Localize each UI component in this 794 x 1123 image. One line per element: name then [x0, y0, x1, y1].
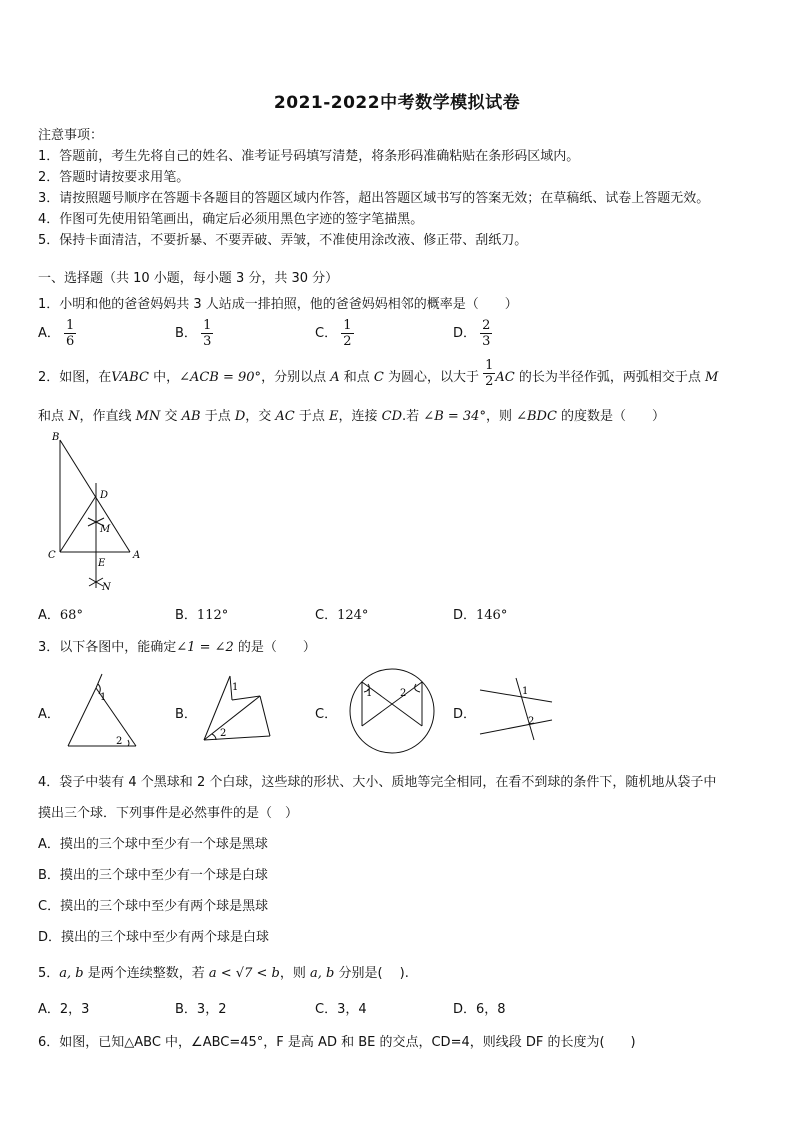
notice-item-1: 1．答题前，考生先将自己的姓名、准考证号码填写清楚，将条形码准确粘贴在条形码区域内。	[38, 149, 580, 164]
fraction-half: $\frac{1}{2}$	[485, 358, 494, 389]
q4-option-d[interactable]: D．摸出的三个球中至少有两个球是白球	[38, 930, 270, 945]
q5-option-d[interactable]: D．6，8	[453, 1002, 506, 1017]
q1-option-b[interactable]	[175, 318, 213, 349]
label-D: D	[100, 490, 109, 501]
q5-option-a[interactable]: A．2，3	[38, 1002, 90, 1017]
svg-text:2: 2	[400, 688, 407, 699]
option-label: A．	[38, 326, 60, 341]
notice-item-2: 2．答题时请按要求用笔。	[38, 170, 190, 185]
svg-text:2: 2	[116, 736, 123, 747]
q1-option-d[interactable]	[453, 318, 492, 349]
label-N: N	[102, 582, 111, 593]
q2-option-d[interactable]: D．146°	[453, 608, 508, 623]
q2-option-b[interactable]: B．112°	[175, 608, 229, 623]
q2-option-c[interactable]: C．124°	[315, 608, 369, 623]
svg-text:1: 1	[366, 688, 373, 699]
label-B: B	[52, 432, 60, 443]
q5-option-c[interactable]: C．3，4	[315, 1002, 367, 1017]
notice-item-3: 3．请按照题号顺序在答题卡各题目的答题区域内作答，超出答题区域书写的答案无效；在草稿纸、试卷上答题无效。	[38, 191, 710, 206]
q1-option-c[interactable]	[315, 318, 354, 349]
svg-text:2: 2	[528, 716, 535, 727]
q4-stem-line1: 4．袋子中装有 4 个黑球和 2 个白球，这些球的形状、大小、质地等完全相同，在看不到球的条件下，随机地从袋子中	[38, 775, 717, 790]
q2-stem-line2: 和点 N，作直线 MN 交 AB 于点 D，交 AC 于点 E，连接 CD.若 ∠B = 34°，则 ∠BDC 的度数是（ ）	[38, 409, 666, 424]
svg-text:1: 1	[522, 686, 529, 697]
label-E: E	[98, 558, 106, 569]
svg-text:2: 2	[220, 728, 227, 739]
q1-stem: 1．小明和他的爸爸妈妈共 3 人站成一排拍照，他的爸爸妈妈相邻的概率是（ ）	[38, 297, 518, 312]
svg-text:1: 1	[100, 692, 107, 703]
q3-option-c[interactable]: C．	[315, 707, 338, 722]
q3-figure-a	[62, 668, 142, 750]
option-label: B．	[175, 326, 197, 341]
q3-stem: 3．以下各图中，能确定∠1 = ∠2 的是（ ）	[38, 640, 316, 655]
section-heading: 一、选择题（共 10 小题，每小题 3 分，共 30 分）	[38, 271, 339, 286]
option-label: C．	[315, 326, 338, 341]
fraction: $\frac{2}{3}$	[482, 318, 491, 349]
q3-figure-c	[344, 664, 440, 758]
q4-stem-line2: 摸出三个球．下列事件是必然事件的是（ ）	[38, 806, 299, 821]
q2-stem-line1: 2．如图，在VABC 中，∠ACB = 90°，分别以点 A 和点 C 为圆心，以大于 $\frac{1}{2}$ AC 的长为半径作弧，两弧相交于点 M	[38, 358, 719, 389]
q3-figure-d	[478, 676, 554, 742]
q4-option-a[interactable]: A．摸出的三个球中至少有一个球是黑球	[38, 837, 268, 852]
q4-option-c[interactable]: C．摸出的三个球中至少有两个球是黑球	[38, 899, 269, 914]
q3-figure-b	[198, 668, 278, 746]
notice-item-5: 5．保持卡面清洁，不要折暴、不要弄破、弄皱，不准使用涂改液、修正带、刮纸刀。	[38, 233, 528, 248]
q3-option-b[interactable]: B．	[175, 707, 197, 722]
page-title: 2021-2022中考数学模拟试卷	[273, 93, 521, 113]
q3-option-d[interactable]: D．	[453, 707, 477, 722]
q1-option-a[interactable]	[38, 318, 76, 349]
q5-option-b[interactable]: B．3，2	[175, 1002, 227, 1017]
notice-heading: 注意事项：	[38, 128, 104, 143]
notice-item-4: 4．作图可先使用铅笔画出，确定后必须用黑色字迹的签字笔描黑。	[38, 212, 424, 227]
label-M: M	[100, 524, 111, 535]
fraction: $\frac{1}{3}$	[203, 318, 212, 349]
q2-triangle-figure	[40, 428, 150, 598]
q4-option-b[interactable]: B．摸出的三个球中至少有一个球是白球	[38, 868, 268, 883]
fraction: $\frac{1}{6}$	[66, 318, 75, 349]
q3-option-a[interactable]: A．	[38, 707, 60, 722]
q5-stem: 5．a, b 是两个连续整数，若 a < √7 < b，则 a, b 分别是( ).	[38, 966, 409, 981]
fraction: $\frac{1}{2}$	[343, 318, 352, 349]
label-A: A	[133, 550, 141, 561]
label-C: C	[48, 550, 56, 561]
q2-option-a[interactable]: A．68°	[38, 608, 83, 623]
q6-stem: 6．如图，已知△ABC 中，∠ABC=45°，F 是高 AD 和 BE 的交点，CD=4，则线段 DF 的长度为( )	[38, 1035, 636, 1050]
option-label: D．	[453, 326, 477, 341]
svg-text:1: 1	[232, 682, 239, 693]
